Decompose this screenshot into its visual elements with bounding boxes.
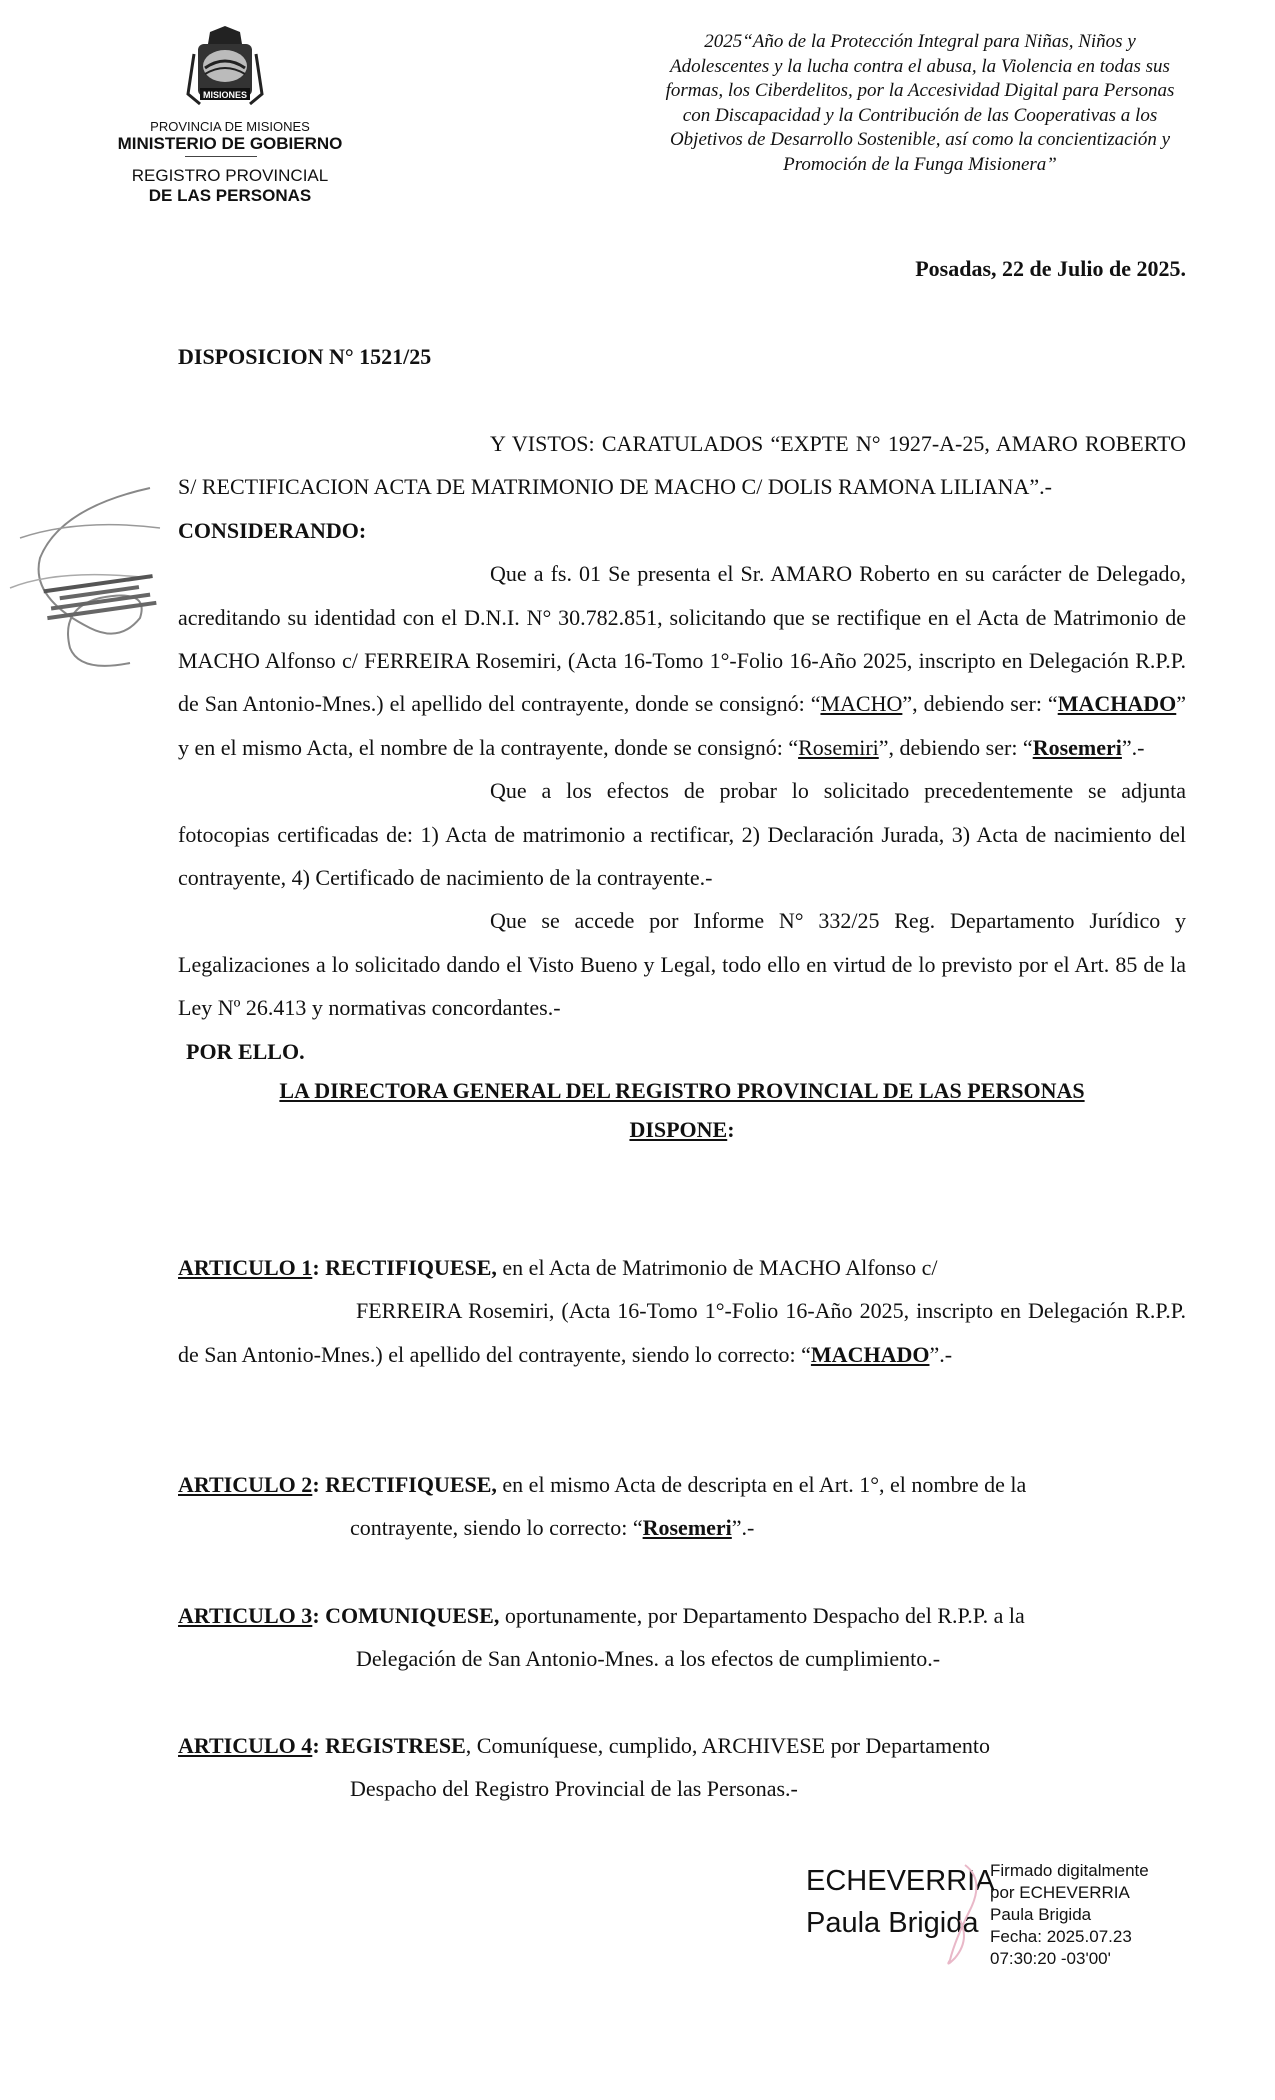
article-2-label: ARTICULO 2	[178, 1472, 313, 1497]
date-line: Posadas, 22 de Julio de 2025.	[915, 256, 1186, 281]
dispone-heading: DISPONE	[629, 1117, 728, 1143]
article-1-label: ARTICULO 1	[178, 1255, 313, 1280]
article-2-end: ”.-	[731, 1515, 755, 1541]
digital-signature-block	[990, 1860, 1149, 1970]
digital-signature-line: Firmado digitalmente	[990, 1861, 1149, 1880]
signer-name-line2: Paula Brigida	[806, 1907, 979, 1939]
wrong-surname: MACHO	[820, 691, 903, 717]
article-4-sep: :	[312, 1733, 326, 1758]
crest-label: MISIONES	[202, 90, 248, 100]
text-segment: ” y en el mismo Acta, el nombre de la contrayente, donde se consignó: “	[178, 691, 1187, 760]
text-segment: ”, debiendo ser: “	[878, 734, 1033, 760]
article-4	[178, 1724, 1186, 1811]
article-1-verb: RECTIFIQUESE,	[325, 1255, 497, 1280]
considerando-paragraph-3: Que se accede por Informe N° 332/25 Reg. Departamento Jurídico y Legalizaciones a lo solicitado dando el Visto Bueno y Legal, todo ello en virtud de lo previsto por el Art. 85 de la Ley Nº 26.413 y normativas concordantes.-	[178, 908, 1186, 1021]
considerando-heading: CONSIDERANDO:	[178, 517, 367, 543]
digital-signature-line: Paula Brigida	[990, 1905, 1092, 1924]
directora-heading: LA DIRECTORA GENERAL DEL REGISTRO PROVINCIAL DE LAS PERSONAS	[279, 1078, 1085, 1104]
text-segment: ”.-	[1121, 734, 1145, 760]
article-3-label: ARTICULO 3	[178, 1603, 313, 1628]
article-2-emphasis: Rosemeri	[642, 1515, 732, 1541]
article-2	[178, 1463, 1186, 1550]
correct-name: Rosemeri	[1032, 734, 1122, 760]
dispone-colon: :	[727, 1117, 735, 1143]
registry-name-line1: REGISTRO PROVINCIAL	[131, 166, 329, 185]
article-3-sep: :	[312, 1603, 326, 1628]
article-1-sep: :	[312, 1255, 326, 1280]
article-1-line1: en el Acta de Matrimonio de MACHO Alfonso c/	[496, 1255, 938, 1280]
article-3-line1: oportunamente, por Departamento Despacho del R.P.P. a la	[499, 1603, 1025, 1628]
year-motto: 2025“Año de la Protección Integral para Niñas, Niños y Adolescentes y la lucha contra el abusa, la Violencia en todas sus formas, los Ciberdelitos, por la Accesividad Digital para Personas con Discapacidad y la Contribución de las Cooperativas a los Objetivos de Desarrollo Sostenible, así como la concientización y Promoción de la Funga Misionera”	[665, 31, 1175, 175]
article-2-line1: en el mismo Acta de descripta en el Art. 1°, el nombre de la	[496, 1472, 1027, 1497]
article-4-text: Despacho del Registro Provincial de las Personas.-	[350, 1776, 798, 1802]
article-3	[178, 1594, 1186, 1681]
article-1-end: ”.-	[929, 1341, 953, 1367]
province-crest-logo	[180, 24, 270, 116]
text-segment: ”, debiendo ser: “	[902, 691, 1058, 717]
article-1-text: FERREIRA Rosemiri, (Acta 16-Tomo 1°-Folio 16-Año 2025, inscripto en Delegación R.P.P. de San Antonio-Mnes.) el apellido del contrayente, siendo lo correcto: “	[178, 1298, 1186, 1367]
dispone-heading-line	[178, 1109, 1186, 1151]
digital-signature-line: Fecha: 2025.07.23	[990, 1927, 1132, 1946]
ministry-name: MINISTERIO DE GOBIERNO	[117, 134, 343, 153]
wrong-name: Rosemiri	[798, 734, 879, 760]
document-body	[178, 422, 1186, 1151]
article-4-verb: REGISTRESE	[325, 1733, 466, 1758]
correct-surname: MACHADO	[1057, 691, 1177, 717]
article-3-text: Delegación de San Antonio-Mnes. a los efectos de cumplimiento.-	[356, 1646, 941, 1672]
disposition-number: DISPOSICION N° 1521/25	[178, 344, 432, 369]
article-1-emphasis: MACHADO	[810, 1341, 930, 1367]
article-1	[178, 1246, 1186, 1376]
digital-signature-line: por ECHEVERRIA	[990, 1883, 1130, 1902]
considerando-paragraph-1	[178, 552, 1186, 769]
text-segment: Que a fs. 01 Se presenta el Sr. AMARO Roberto en su carácter de Delegado, acreditando su identidad con el D.N.I. N° 30.782.851, solicitando que se rectifique en el Acta de Matrimonio de MACHO Alfonso c/ FERREIRA Rosemiri, (Acta 16-Tomo 1°-Folio 16-Año 2025, inscripto en Delegación R.P.P. de San Antonio-Mnes.) el apellido del contrayente, donde se consignó: “	[178, 561, 1186, 717]
registry-name-line2: DE LAS PERSONAS	[148, 186, 312, 205]
province-name: PROVINCIA DE MISIONES	[150, 119, 310, 134]
article-3-verb: COMUNIQUESE,	[325, 1603, 500, 1628]
considerando-paragraph-2: Que a los efectos de probar lo solicitado precedentemente se adjunta fotocopias certificadas de: 1) Acta de matrimonio a rectificar, 2) Declaración Jurada, 3) Acta de nacimiento del contrayente, 4) Certificado de nacimiento de la contrayente.-	[178, 778, 1186, 891]
article-2-sep: :	[312, 1472, 326, 1497]
article-4-label: ARTICULO 4	[178, 1733, 313, 1758]
por-ello-heading: POR ELLO.	[186, 1038, 305, 1064]
margin-initial-stamp	[0, 478, 175, 678]
letterhead-divider	[185, 156, 257, 157]
signer-name-line1: ECHEVERRIA	[806, 1865, 995, 1897]
article-4-line1: , Comuníquese, cumplido, ARCHIVESE por Departamento	[465, 1733, 991, 1758]
digital-signature-line: 07:30:20 -03'00'	[990, 1949, 1111, 1968]
article-2-verb: RECTIFIQUESE,	[325, 1472, 497, 1497]
signature-scribble	[930, 1860, 990, 1970]
article-2-text: contrayente, siendo lo correcto: “	[350, 1515, 643, 1541]
vistos-paragraph: Y VISTOS: CARATULADOS “EXPTE N° 1927-A-25, AMARO ROBERTO S/ RECTIFICACION ACTA DE MATRIMONIO DE MACHO C/ DOLIS RAMONA LILIANA”.-	[178, 431, 1186, 500]
